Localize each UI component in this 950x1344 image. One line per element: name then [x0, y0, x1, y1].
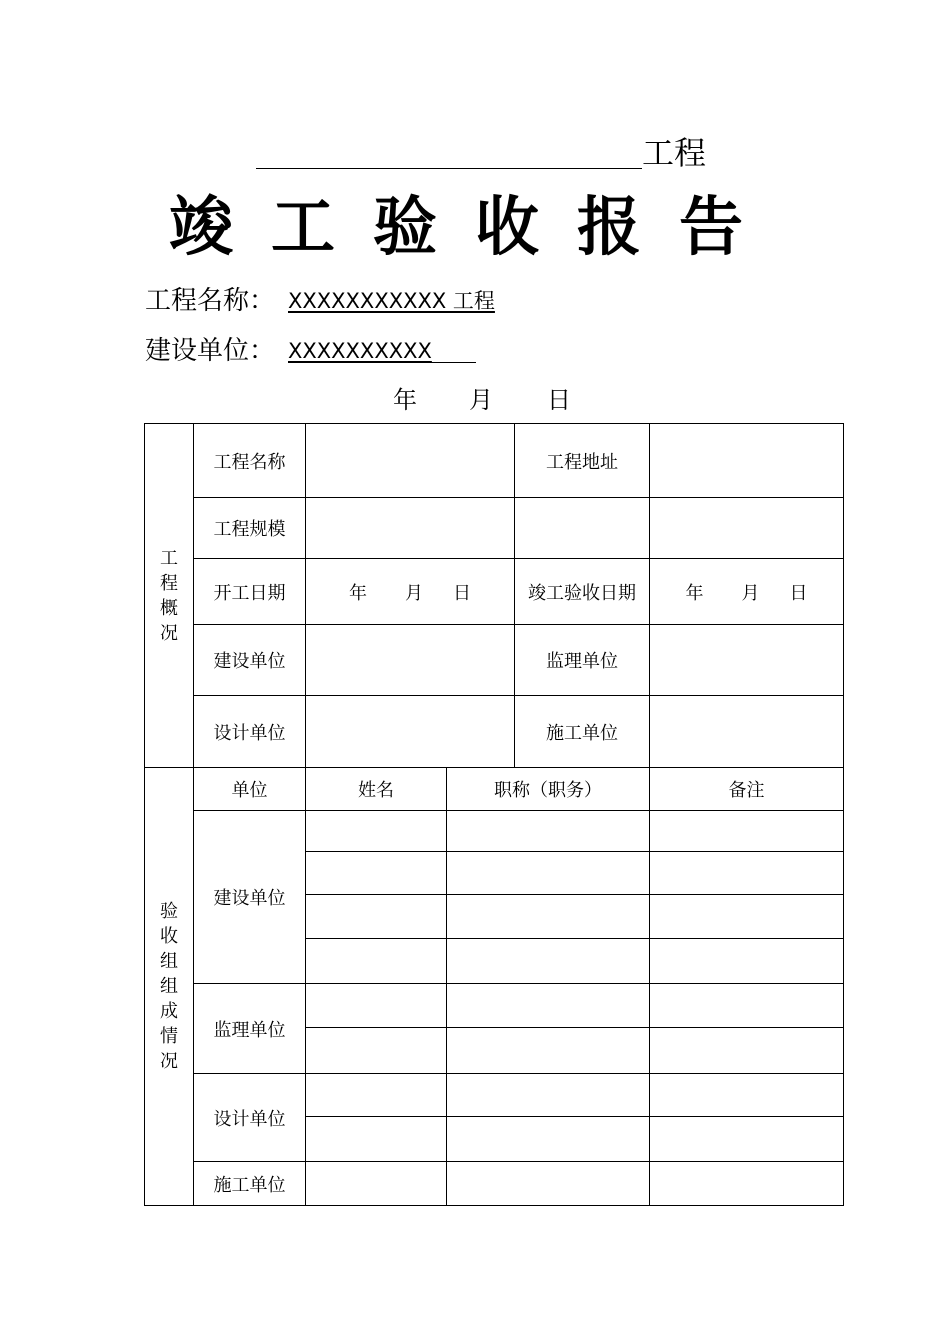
title-input[interactable] — [447, 1074, 650, 1117]
table-row — [145, 811, 844, 852]
remark-input[interactable] — [650, 1162, 844, 1206]
start-year: 年 — [349, 582, 367, 604]
completion-date-cell: 竣工验收日期 — [515, 559, 650, 625]
supervisor-input[interactable] — [650, 625, 844, 696]
remark-input[interactable] — [650, 811, 844, 852]
completion-year: 年 — [685, 582, 704, 604]
name-input[interactable] — [306, 1117, 447, 1162]
table-row — [145, 1162, 844, 1206]
start-date-cell: 开工日期 — [194, 559, 306, 625]
contractor-cell: 施工单位 — [515, 696, 650, 768]
contractor-input[interactable] — [650, 696, 844, 768]
blank-cell[interactable] — [515, 498, 650, 559]
col-title-header: 职称（职务） — [447, 768, 650, 811]
name-input[interactable] — [306, 895, 447, 939]
project-name-row — [145, 283, 495, 319]
page-title: 竣工验收报告 — [169, 191, 781, 265]
start-month: 月 — [405, 582, 423, 604]
date-year: 年 — [393, 386, 417, 414]
name-input[interactable] — [306, 1074, 447, 1117]
title-suffix: 工程 — [642, 134, 707, 172]
completion-day: 日 — [789, 582, 808, 604]
committee-section-label: 验 收 组 组 成 情 况 — [145, 768, 194, 1206]
title-input[interactable] — [447, 984, 650, 1028]
name-input[interactable] — [306, 984, 447, 1028]
report-date — [360, 384, 600, 416]
start-date-input[interactable] — [306, 559, 515, 625]
name-input[interactable] — [306, 811, 447, 852]
title-input[interactable] — [447, 895, 650, 939]
supervisor-cell: 监理单位 — [515, 625, 650, 696]
name-input[interactable] — [306, 1028, 447, 1074]
unit-supervisor: 监理单位 — [194, 984, 306, 1074]
title-line — [256, 135, 896, 175]
unit-builder: 建设单位 — [194, 811, 306, 984]
name-input[interactable] — [306, 939, 447, 984]
project-address-cell: 工程地址 — [515, 424, 650, 498]
title-input[interactable] — [447, 1162, 650, 1206]
builder-input[interactable] — [306, 625, 515, 696]
project-address-input[interactable] — [650, 424, 844, 498]
remark-input[interactable] — [650, 895, 844, 939]
unit-contractor: 施工单位 — [194, 1162, 306, 1206]
unit-designer: 设计单位 — [194, 1074, 306, 1162]
table-row — [145, 768, 844, 811]
date-day: 日 — [547, 386, 571, 414]
start-day: 日 — [453, 582, 471, 604]
builder-underline — [405, 362, 476, 363]
designer-input[interactable] — [306, 696, 515, 768]
title-input[interactable] — [447, 811, 650, 852]
acceptance-table — [144, 423, 844, 1206]
completion-month: 月 — [741, 582, 760, 604]
remark-input[interactable] — [650, 1074, 844, 1117]
col-unit-header: 单位 — [194, 768, 306, 811]
remark-input[interactable] — [650, 1028, 844, 1074]
remark-input[interactable] — [650, 1117, 844, 1162]
remark-input[interactable] — [650, 939, 844, 984]
remark-input[interactable] — [650, 984, 844, 1028]
builder-label: 建设单位： — [145, 336, 276, 366]
table-row — [145, 696, 844, 768]
builder-cell: 建设单位 — [194, 625, 306, 696]
name-input[interactable] — [306, 1162, 447, 1206]
overview-section-label: 工 程 概 况 — [145, 424, 194, 768]
project-name-cell: 工程名称 — [194, 424, 306, 498]
table-row — [145, 498, 844, 559]
name-input[interactable] — [306, 852, 447, 895]
table-row — [145, 1074, 844, 1117]
builder-value: XXXXXXXXXX — [288, 339, 432, 363]
title-input[interactable] — [447, 939, 650, 984]
completion-date-input[interactable] — [650, 559, 844, 625]
table-row — [145, 559, 844, 625]
title-input[interactable] — [447, 852, 650, 895]
project-blank-line — [256, 168, 642, 169]
col-name-header: 姓名 — [306, 768, 447, 811]
title-input[interactable] — [447, 1028, 650, 1074]
designer-cell: 设计单位 — [194, 696, 306, 768]
project-scale-input[interactable] — [306, 498, 515, 559]
project-name-label: 工程名称： — [145, 286, 276, 316]
table-row — [145, 625, 844, 696]
remark-input[interactable] — [650, 852, 844, 895]
date-month: 月 — [469, 386, 493, 414]
table-row — [145, 424, 844, 498]
title-input[interactable] — [447, 1117, 650, 1162]
blank-cell[interactable] — [650, 498, 844, 559]
builder-row — [145, 333, 432, 369]
project-scale-cell: 工程规模 — [194, 498, 306, 559]
table-row — [145, 984, 844, 1028]
project-name-value: XXXXXXXXXXX 工程 — [288, 289, 495, 313]
col-remark-header: 备注 — [650, 768, 844, 811]
project-name-input[interactable] — [306, 424, 515, 498]
